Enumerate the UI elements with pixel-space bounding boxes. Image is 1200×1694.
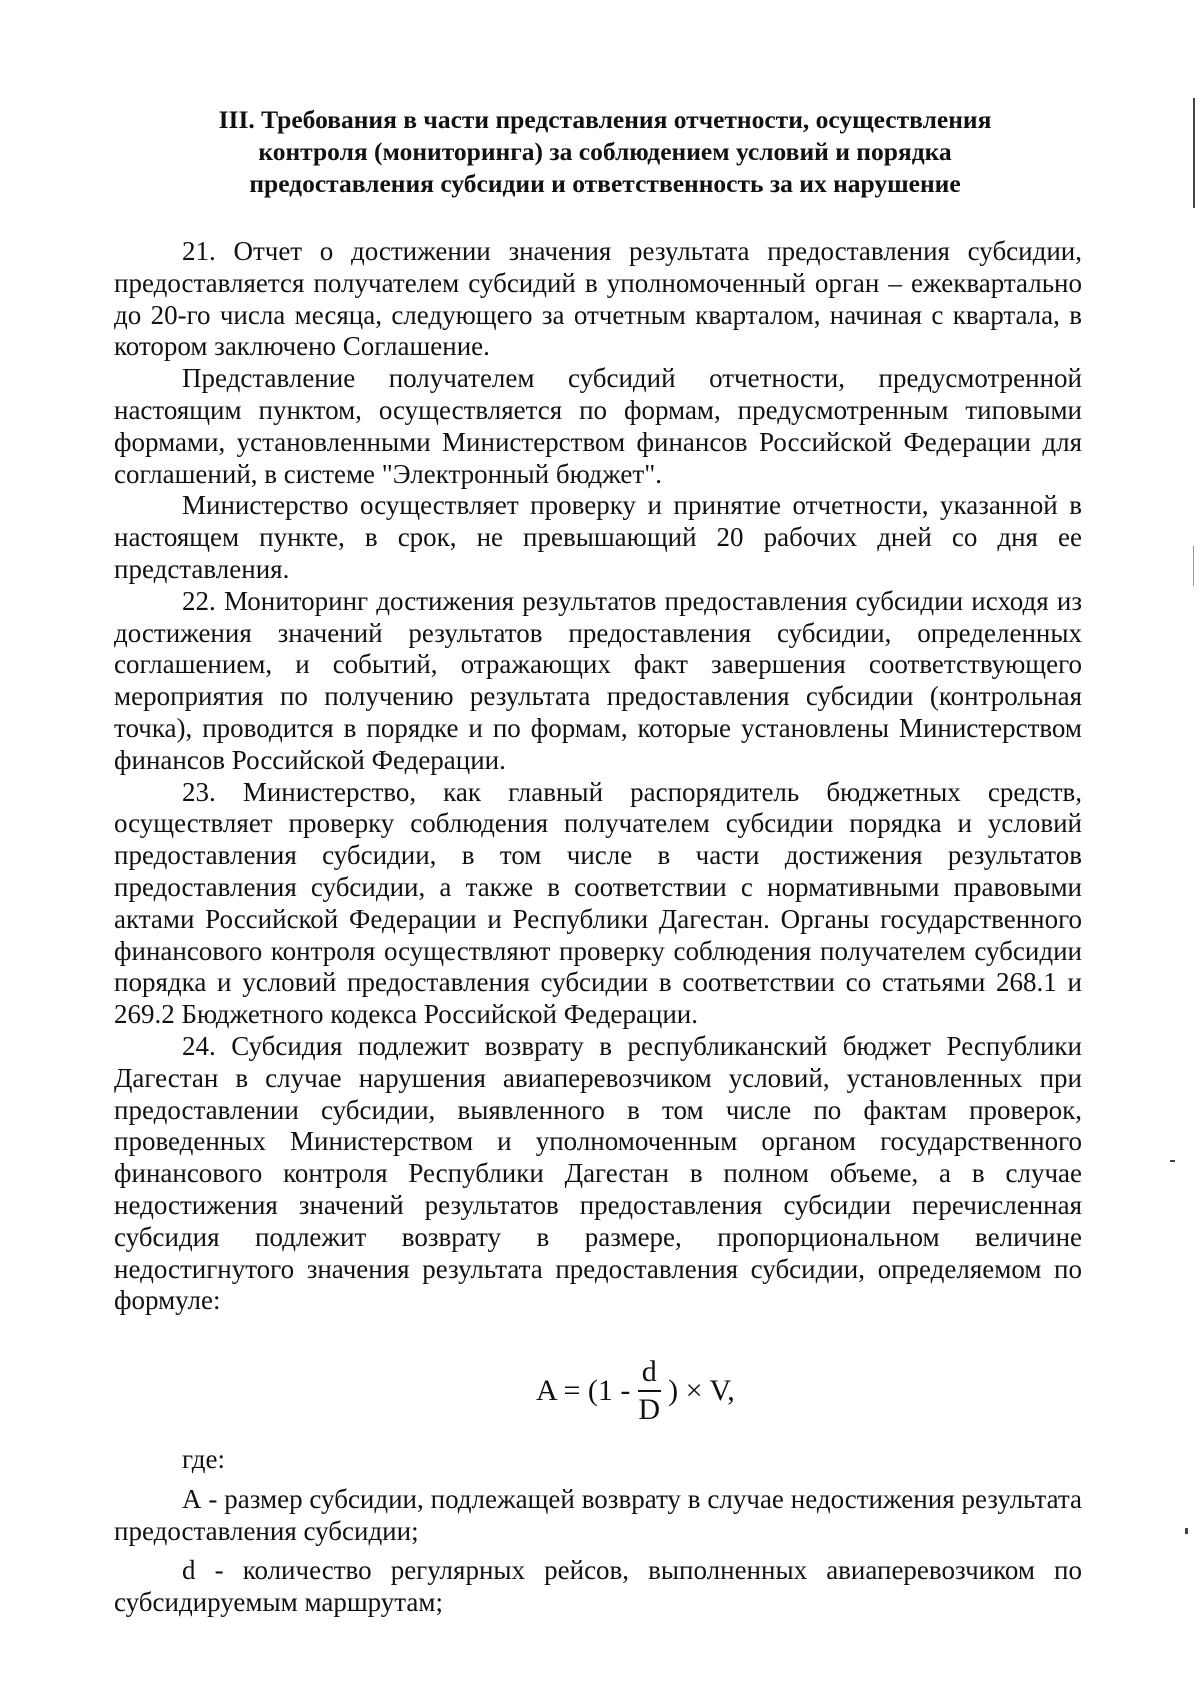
where-label: где:: [182, 1444, 225, 1474]
formula-denominator: D: [638, 1393, 661, 1426]
paragraph-23: 23. Министерство, как главный распорядитель бюджетных средств, осуществляет проверку соблюдения получателем субсидии порядка и условий предоставления субсидии, в том числе в части достижения результатов предоставления субсидии, а также в соответствии с нормативными правовыми актами Российской Федерации и Республики Дагестан. Органы государственного финансового контроля осуществляют проверку соблюдения получателем субсидии порядка и условий предоставления субсидии в соответствии со статьями 268.1 и 269.2 Бюджетного кодекса Российской Федерации.: [114, 776, 1082, 1030]
formula-legend: [114, 1444, 1082, 1627]
paragraph-24: 24. Субсидия подлежит возврату в республиканский бюджет Республики Дагестан в случае нарушения авиаперевозчиком условий, установленных при предоставлении субсидии, выявленного в том числе по фактам проверок, проведенных Министерством и уполномоченным органом государственного финансового контроля Республики Дагестан в полном объеме, а в случае недостижения значений результатов предоставления субсидии перечисленная субсидия подлежит возврату в размере, пропорциональном величине недостигнутого значения результата предоставления субсидии, определяемом по формуле:: [114, 1030, 1082, 1316]
scan-speck: [1185, 1528, 1188, 1534]
scan-speck: [1170, 1160, 1175, 1162]
formula-suffix: ) × V,: [668, 1374, 735, 1407]
heading-line-3: предоставления субсидии и ответственность за их нарушение: [249, 169, 961, 198]
paragraph-22: 22. Мониторинг достижения результатов предоставления субсидии исходя из достижения значений результатов предоставления субсидии, определенных соглашением, и событий, отражающих факт завершения соответствующего мероприятия по получению результата предоставления субсидии (контрольная точка), проводится в порядке и по формам, которые установлены Министерством финансов Российской Федерации.: [114, 585, 1082, 775]
scan-edge-mark: [1193, 546, 1194, 586]
refund-formula: [536, 1346, 735, 1436]
heading-line-2: контроля (мониторинга) за соблюдением условий и порядка: [258, 137, 952, 166]
formula-numerator: d: [638, 1354, 661, 1392]
paragraph-21-forms: Представление получателем субсидий отчетности, предусмотренной настоящим пунктом, осуществляется по формам, предусмотренным типовыми формами, установленными Министерством финансов Российской Федерации для соглашений, в системе "Электронный бюджет".: [114, 363, 1082, 489]
scan-edge-mark: [1193, 98, 1195, 208]
document-body: [114, 236, 1082, 1317]
paragraph-21: 21. Отчет о достижении значения результата предоставления субсидии, предоставляется получателем субсидий в уполномоченный орган – ежеквартально до 20-го числа месяца, следующего за отчетным кварталом, начиная с квартала, в котором заключено Соглашение.: [114, 236, 1082, 362]
paragraph-21-check: Министерство осуществляет проверку и принятие отчетности, указанной в настоящем пункте, в срок, не превышающий 20 рабочих дней со дня ее представления.: [114, 490, 1082, 584]
formula-fraction: [634, 1354, 664, 1428]
formula-prefix: A = (1 -: [536, 1374, 631, 1407]
section-heading: [140, 104, 1070, 200]
legend-item-a: А - размер субсидии, подлежащей возврату в случае недостижения результата предоставления субсидии;: [114, 1483, 1082, 1546]
heading-line-1: III. Требования в части представления отчетности, осуществления: [218, 105, 992, 134]
legend-item-d: d - количество регулярных рейсов, выполненных авиаперевозчиком по субсидируемым маршрутам;: [114, 1555, 1082, 1618]
